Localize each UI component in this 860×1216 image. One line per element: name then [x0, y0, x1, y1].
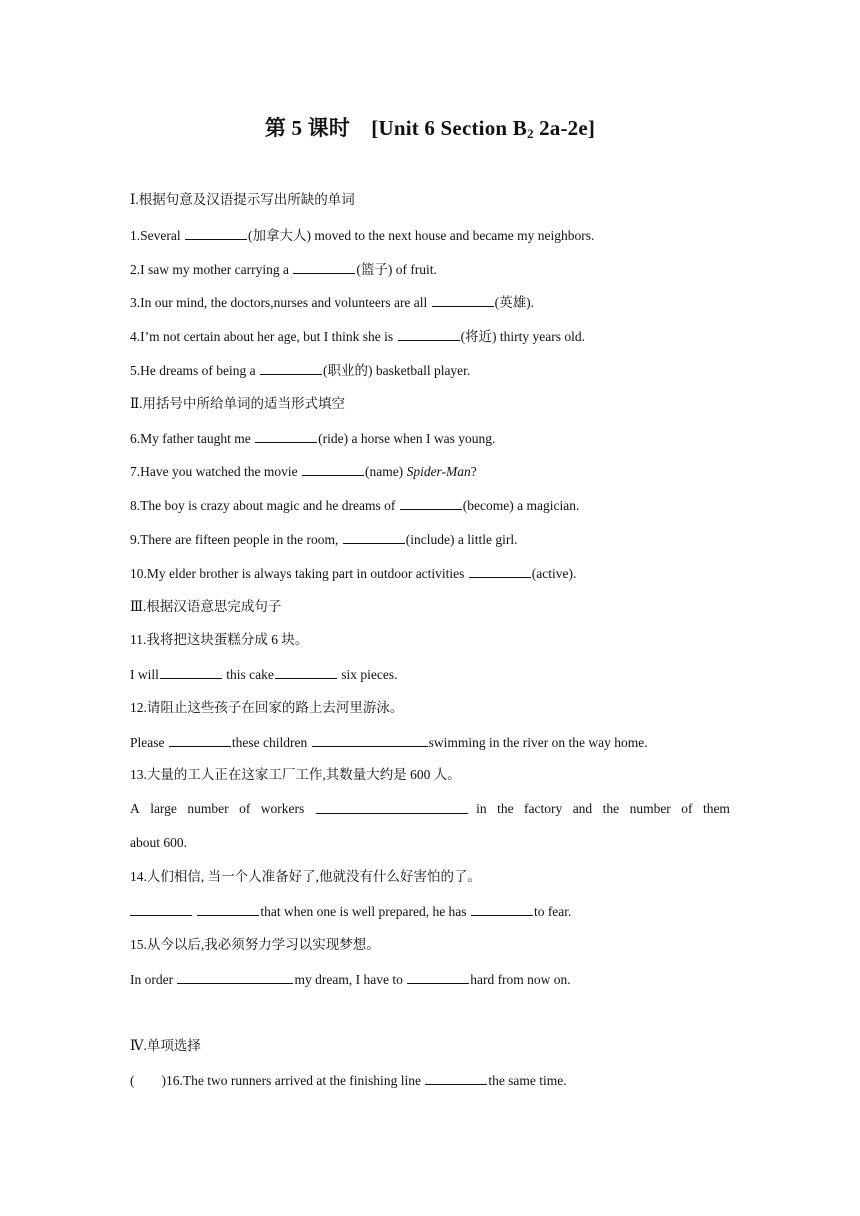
answer-blank[interactable]: [302, 462, 364, 476]
title-tail: 2a-2e]: [533, 116, 596, 140]
answer-blank[interactable]: [130, 902, 192, 916]
question-16: ( )16.The two runners arrived at the finishing line the same time.: [130, 1073, 567, 1088]
answer-blank[interactable]: [275, 665, 337, 679]
answer-blank[interactable]: [343, 530, 405, 544]
question-4: 4.I’m not certain about her age, but I think she is (将近) thirty years old.: [130, 329, 586, 344]
question-5: 5.He dreams of being a (职业的) basketball player.: [130, 363, 471, 378]
title-subscript: 2: [526, 126, 534, 141]
answer-blank[interactable]: [169, 733, 231, 747]
answer-blank[interactable]: [260, 361, 322, 375]
answer-blank[interactable]: [255, 429, 317, 443]
answer-blank[interactable]: [316, 800, 468, 814]
answer-blank[interactable]: [469, 564, 531, 578]
question-14-english: that when one is well prepared, he has to fear.: [130, 902, 730, 921]
answer-blank[interactable]: [177, 970, 293, 984]
question-8: 8.The boy is crazy about magic and he dreams of (become) a magician.: [130, 498, 580, 513]
answer-blank[interactable]: [197, 902, 259, 916]
answer-blank[interactable]: [471, 902, 533, 916]
question-11-english: I will this cake six pieces.: [130, 667, 398, 682]
page-title: [0, 112, 860, 142]
answer-blank[interactable]: [425, 1071, 487, 1085]
section-heading-4: Ⅳ.单项选择: [130, 1038, 201, 1053]
question-11-chinese: 11.我将把这块蛋糕分成 6 块。: [130, 632, 309, 647]
question-14-chinese: 14.人们相信, 当一个人准备好了,他就没有什么好害怕的了。: [130, 869, 481, 884]
answer-blank[interactable]: [400, 496, 462, 510]
answer-blank[interactable]: [407, 970, 469, 984]
question-7: 7.Have you watched the movie (name) Spider-Man?: [130, 464, 477, 479]
question-13-english: A large number of workers in the factory and the number of them: [130, 801, 730, 816]
title-main: 第 5 课时 [Unit 6 Section B: [264, 116, 527, 140]
question-12-english: Please these children swimming in the river on the way home.: [130, 735, 648, 750]
answer-blank[interactable]: [312, 733, 428, 747]
answer-blank[interactable]: [398, 327, 460, 341]
question-13-continued: about 600.: [130, 835, 187, 850]
answer-blank[interactable]: [185, 226, 247, 240]
section-heading-1: Ⅰ.根据句意及汉语提示写出所缺的单词: [130, 192, 355, 207]
section-heading-2: Ⅱ.用括号中所给单词的适当形式填空: [130, 396, 346, 411]
question-2: 2.I saw my mother carrying a (篮子) of fruit.: [130, 262, 437, 277]
answer-parenthesis[interactable]: ( ): [130, 1073, 166, 1088]
movie-title: Spider-Man: [406, 464, 471, 479]
answer-blank[interactable]: [432, 293, 494, 307]
question-15-chinese: 15.从今以后,我必须努力学习以实现梦想。: [130, 937, 380, 952]
question-6: 6.My father taught me (ride) a horse when I was young.: [130, 431, 496, 446]
question-3: 3.In our mind, the doctors,nurses and volunteers are all (英雄).: [130, 295, 535, 310]
question-1: 1.Several (加拿大人) moved to the next house and became my neighbors.: [130, 228, 595, 243]
answer-blank[interactable]: [293, 260, 355, 274]
question-9: 9.There are fifteen people in the room, (include) a little girl.: [130, 532, 518, 547]
question-10: 10.My elder brother is always taking part in outdoor activities (active).: [130, 566, 577, 581]
question-13-chinese: 13.大量的工人正在这家工厂工作,其数量大约是 600 人。: [130, 767, 461, 782]
question-12-chinese: 12.请阻止这些孩子在回家的路上去河里游泳。: [130, 700, 404, 715]
section-heading-3: Ⅲ.根据汉语意思完成句子: [130, 599, 282, 614]
answer-blank[interactable]: [160, 665, 222, 679]
question-15-english: In order my dream, I have to hard from now on.: [130, 972, 571, 987]
